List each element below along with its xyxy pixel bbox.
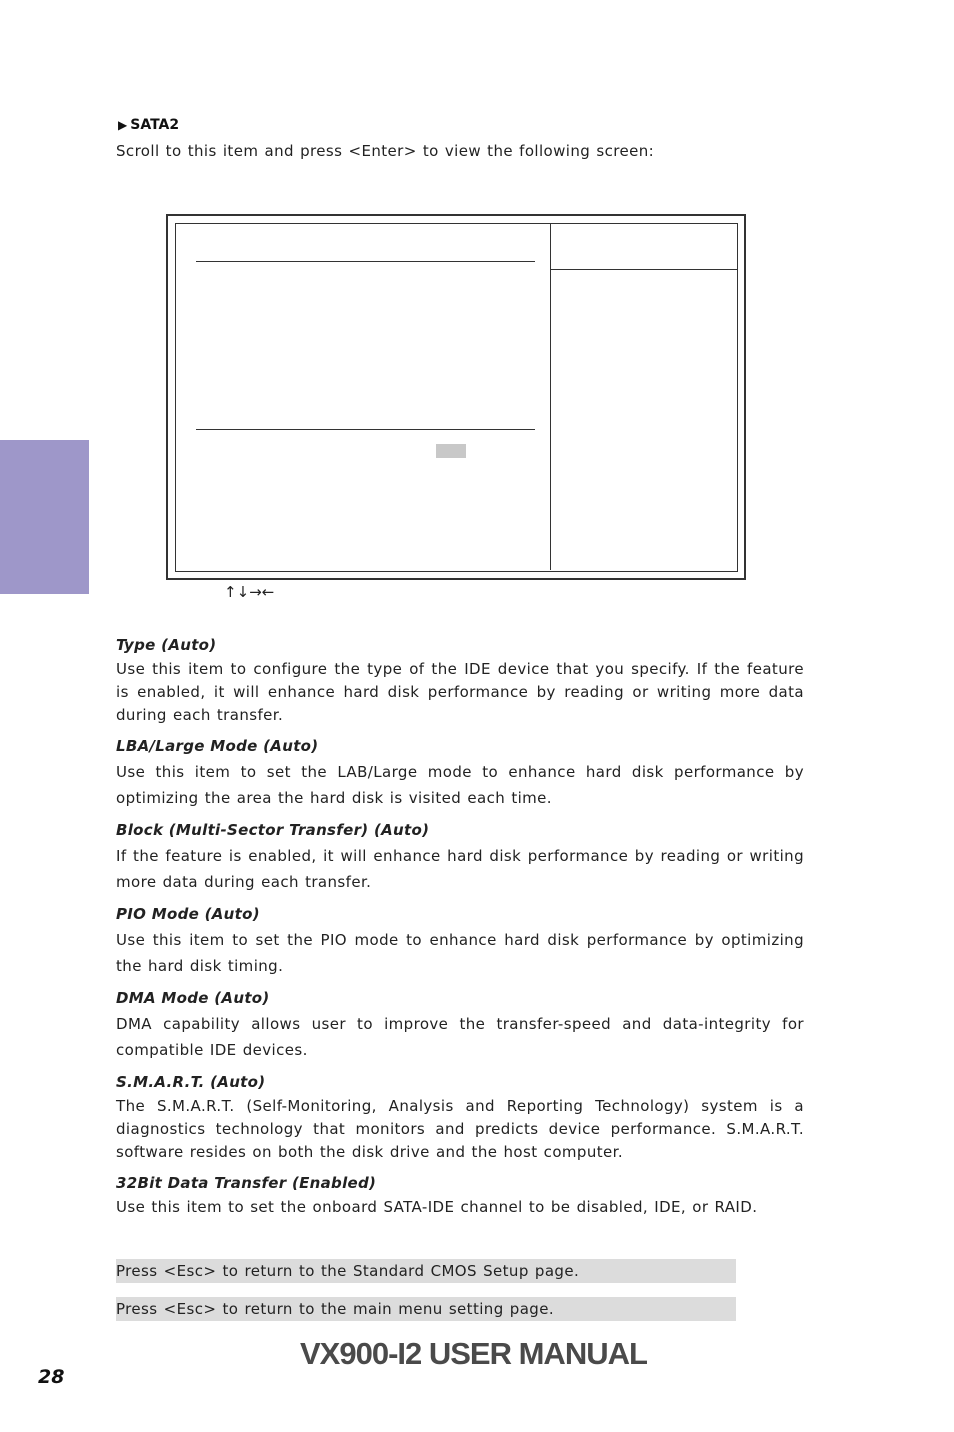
item-title: 32Bit Data Transfer (Enabled) (116, 1174, 377, 1192)
intro-text: Scroll to this item and press <Enter> to view the following screen: (116, 142, 655, 160)
item-description: DMA capability allows user to improve the transfer-speed and data-integrity for compatible IDE devices. (116, 1015, 804, 1059)
item-type (116, 634, 804, 727)
item-pio-mode (116, 903, 804, 979)
item-dma-mode (116, 987, 804, 1063)
item-description: The S.M.A.R.T. (Self-Monitoring, Analysis and Reporting Technology) system is a diagnostics technology that monitors and predicts device performance. S.M.A.R.T. software resides on both the disk drive and the host computer. (116, 1097, 804, 1161)
item-description: Use this item to set the onboard SATA-IDE channel to be disabled, IDE, or RAID. (116, 1198, 758, 1216)
bios-help-header-rule (551, 269, 737, 270)
note-text: Press <Esc> to return to the Standard CMOS Setup page. (116, 1262, 580, 1280)
chapter-side-tab (0, 440, 89, 594)
section-heading (118, 117, 179, 133)
bios-selected-value-highlight (436, 444, 466, 458)
item-description: Use this item to set the PIO mode to enhance hard disk performance by optimizing the hard disk timing. (116, 931, 804, 975)
bios-middle-rule (196, 429, 535, 430)
item-32bit-transfer (116, 1172, 804, 1220)
triangle-marker-icon: ▶ (118, 118, 128, 132)
item-title: PIO Mode (Auto) (116, 905, 260, 923)
settings-descriptions (116, 634, 804, 1228)
bios-nav-keys-icon: ↑↓→← (224, 583, 275, 601)
page-number: 28 (38, 1366, 65, 1388)
manual-title: VX900-I2 USER MANUAL (300, 1336, 647, 1371)
bios-top-rule (196, 261, 535, 262)
note-return-main-menu (116, 1297, 736, 1321)
item-description: If the feature is enabled, it will enhance hard disk performance by reading or writing more data during each transfer. (116, 847, 804, 891)
item-description: Use this item to configure the type of the IDE device that you specify. If the feature is enabled, it will enhance hard disk performance by reading or writing more data during each transfer. (116, 660, 804, 724)
bios-help-divider (550, 224, 551, 570)
item-title: DMA Mode (Auto) (116, 989, 270, 1007)
item-title: LBA/Large Mode (Auto) (116, 737, 319, 755)
item-lba-large-mode (116, 735, 804, 811)
bios-inner-frame (175, 223, 738, 572)
section-title: SATA2 (130, 117, 180, 133)
note-text: Press <Esc> to return to the main menu setting page. (116, 1300, 555, 1318)
item-smart (116, 1071, 804, 1164)
item-title: Type (Auto) (116, 636, 217, 654)
note-return-standard-cmos (116, 1259, 736, 1283)
item-description: Use this item to set the LAB/Large mode to enhance hard disk performance by optimizing the area the hard disk is visited each time. (116, 763, 804, 807)
item-title: Block (Multi-Sector Transfer) (Auto) (116, 821, 430, 839)
item-title: S.M.A.R.T. (Auto) (116, 1073, 266, 1091)
item-block-mode (116, 819, 804, 895)
